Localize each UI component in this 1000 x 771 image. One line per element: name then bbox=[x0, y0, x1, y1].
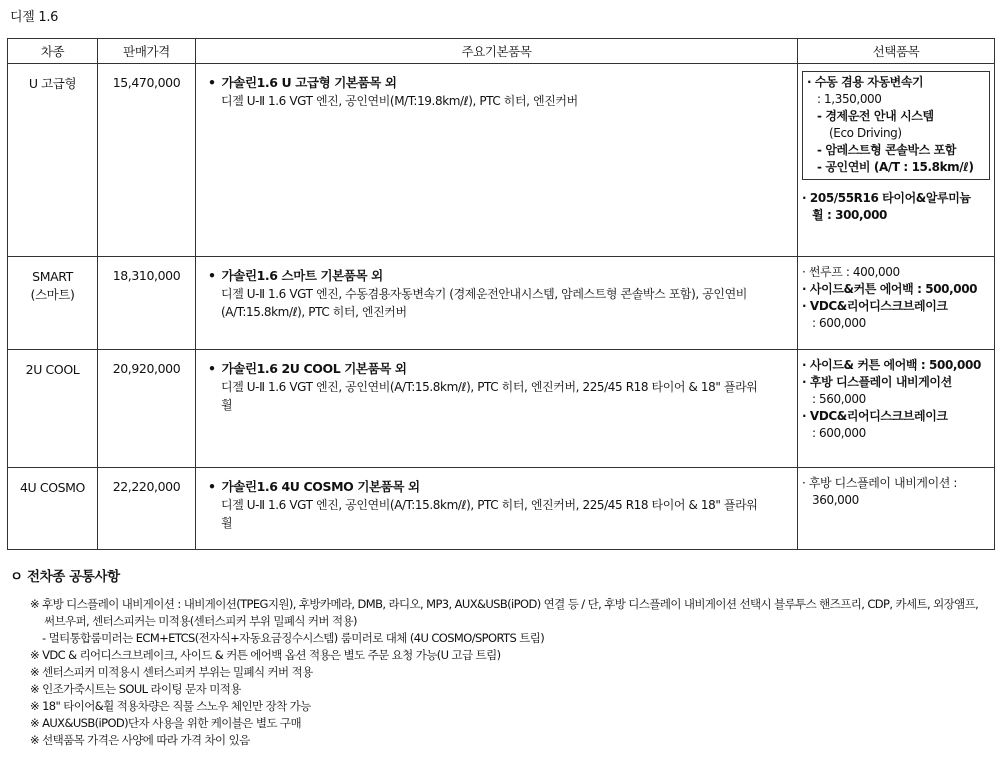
option-line: : 600,000 bbox=[812, 426, 866, 440]
option-line: · 사이드& 커튼 에어백 : 500,000 bbox=[802, 358, 981, 372]
bullet-icon: • bbox=[208, 268, 216, 283]
page-title: 디젤 1.6 bbox=[10, 10, 59, 25]
note-item: ※ 센터스피커 미적용시 센터스피커 부위는 밀폐식 커버 적용 bbox=[30, 665, 313, 679]
option-line: · 후방 디스플레이 내비게이션 : bbox=[802, 476, 958, 490]
option-line: - 경제운전 안내 시스템 bbox=[817, 109, 934, 123]
option-line: - 공인연비 (A/T : 15.8km/ℓ) bbox=[817, 160, 974, 174]
note-item: ※ 18" 타이어&휠 적용차량은 직물 스노우 체인만 장착 가능 bbox=[30, 699, 311, 713]
option-line: · 205/55R16 타이어&알루미늄 bbox=[802, 191, 971, 205]
trim-name-sub: (스마트) bbox=[30, 287, 75, 302]
main-items-cell bbox=[196, 350, 798, 468]
option-line: · 썬루프 : 400,000 bbox=[802, 265, 900, 279]
trim-cell bbox=[8, 468, 98, 550]
note-item: - 멀티통합룸미러는 ECM+ETCS(전자식+자동요금징수시스템) 룸미러로 대체 (4U COSMO/SPORTS 트림) bbox=[42, 631, 545, 645]
option-line: · VDC&리어디스크브레이크 bbox=[802, 409, 948, 423]
price-cell: 20,920,000 bbox=[98, 350, 196, 468]
option-line: (Eco Driving) bbox=[829, 126, 902, 140]
price-cell: 22,220,000 bbox=[98, 468, 196, 550]
trim-name: U 고급형 bbox=[28, 76, 77, 91]
options-cell bbox=[798, 64, 995, 257]
options-cell bbox=[798, 468, 995, 550]
bullet-icon: • bbox=[208, 361, 216, 376]
main-items-title: • 가솔린1.6 4U COSMO 기본품목 외 bbox=[208, 479, 420, 494]
main-items-title: • 가솔린1.6 U 고급형 기본품목 외 bbox=[208, 75, 397, 90]
options-cell bbox=[798, 350, 995, 468]
trim-name: 4U COSMO bbox=[19, 480, 85, 495]
note-item: ※ 인조가죽시트는 SOUL 라이팅 문자 미적용 bbox=[30, 682, 241, 696]
table-header-row bbox=[8, 39, 995, 64]
main-items-title: • 가솔린1.6 2U COOL 기본품목 외 bbox=[208, 361, 407, 376]
trim-cell bbox=[8, 350, 98, 468]
table-row bbox=[8, 350, 995, 468]
option-line: 360,000 bbox=[812, 493, 859, 507]
option-line: : 1,350,000 bbox=[817, 92, 882, 106]
trim-cell bbox=[8, 257, 98, 350]
header-trim: 차종 bbox=[8, 39, 98, 64]
table-row bbox=[8, 64, 995, 257]
options-cell bbox=[798, 257, 995, 350]
option-line: · VDC&리어디스크브레이크 bbox=[802, 299, 948, 313]
main-items-cell bbox=[196, 468, 798, 550]
note-item: ※ VDC & 리어디스크브레이크, 사이드 & 커튼 에어백 옵션 적용은 별도 주문 요청 가능(U 고급 트림) bbox=[30, 648, 501, 662]
main-items-desc: 디젤 U-Ⅱ 1.6 VGT 엔진, 공인연비(M/T:19.8km/ℓ), PTC 히터, 엔진커버 bbox=[221, 94, 578, 108]
option-line: 휠 : 300,000 bbox=[812, 208, 888, 222]
main-items-cell bbox=[196, 257, 798, 350]
note-item: ※ 선택품목 가격은 사양에 따라 가격 차이 있음 bbox=[30, 733, 250, 747]
trim-name: SMART bbox=[32, 269, 73, 284]
price-cell: 18,310,000 bbox=[98, 257, 196, 350]
price-table bbox=[7, 38, 995, 550]
price-cell: 15,470,000 bbox=[98, 64, 196, 257]
option-line: · 사이드&커튼 에어백 : 500,000 bbox=[802, 282, 978, 296]
note-item: ※ 후방 디스플레이 내비게이션 : 내비게이션(TPEG지원), 후방카메라, DMB, 라디오, MP3, AUX&USB(iPOD) 연결 등 / 단, 후방 디스플레이 내비게이션 선택시 블루투스 핸즈프리, CDP, 카세트, 외장앰프, 써브우퍼, 센터스피커는 미적용(센터스피커 부위 밀폐식 커버 적용) bbox=[30, 597, 979, 628]
trim-name: 2U COOL bbox=[25, 362, 80, 377]
option-line: - 암레스트형 콘솔박스 포함 bbox=[817, 143, 957, 157]
main-items-desc: 디젤 U-Ⅱ 1.6 VGT 엔진, 수동겸용자동변속기 (경제운전안내시스템, 암레스트형 콘솔박스 포함), 공인연비(A/T:15.8km/ℓ), PTC 히터, 엔진커버 bbox=[221, 287, 747, 319]
common-notes bbox=[30, 596, 990, 749]
trim-cell bbox=[8, 64, 98, 257]
main-items-desc: 디젤 U-Ⅱ 1.6 VGT 엔진, 공인연비(A/T:15.8km/ℓ), PTC 히터, 엔진커버, 225/45 R18 타이어 & 18" 플라워휠 bbox=[221, 498, 758, 530]
option-line: · 후방 디스플레이 내비게이션 bbox=[802, 375, 952, 389]
main-items-cell bbox=[196, 64, 798, 257]
main-items-desc: 디젤 U-Ⅱ 1.6 VGT 엔진, 공인연비(A/T:15.8km/ℓ), PTC 히터, 엔진커버, 225/45 R18 타이어 & 18" 플라워휠 bbox=[221, 380, 758, 412]
option-line: : 600,000 bbox=[812, 316, 866, 330]
header-main-items: 주요기본품목 bbox=[196, 39, 798, 64]
header-options: 선택품목 bbox=[798, 39, 995, 64]
table-row bbox=[8, 257, 995, 350]
option-line: · 수동 겸용 자동변속기 bbox=[807, 75, 924, 89]
table-row bbox=[8, 468, 995, 550]
note-item: ※ AUX&USB(iPOD)단자 사용을 위한 케이블은 별도 구매 bbox=[30, 716, 301, 730]
header-price: 판매가격 bbox=[98, 39, 196, 64]
bullet-icon: • bbox=[208, 75, 216, 90]
main-items-title: • 가솔린1.6 스마트 기본품목 외 bbox=[208, 268, 383, 283]
options-box bbox=[802, 71, 990, 180]
bullet-icon: • bbox=[208, 479, 216, 494]
option-line: : 560,000 bbox=[812, 392, 866, 406]
common-heading: ㅇ 전차종 공통사항 bbox=[10, 569, 120, 585]
